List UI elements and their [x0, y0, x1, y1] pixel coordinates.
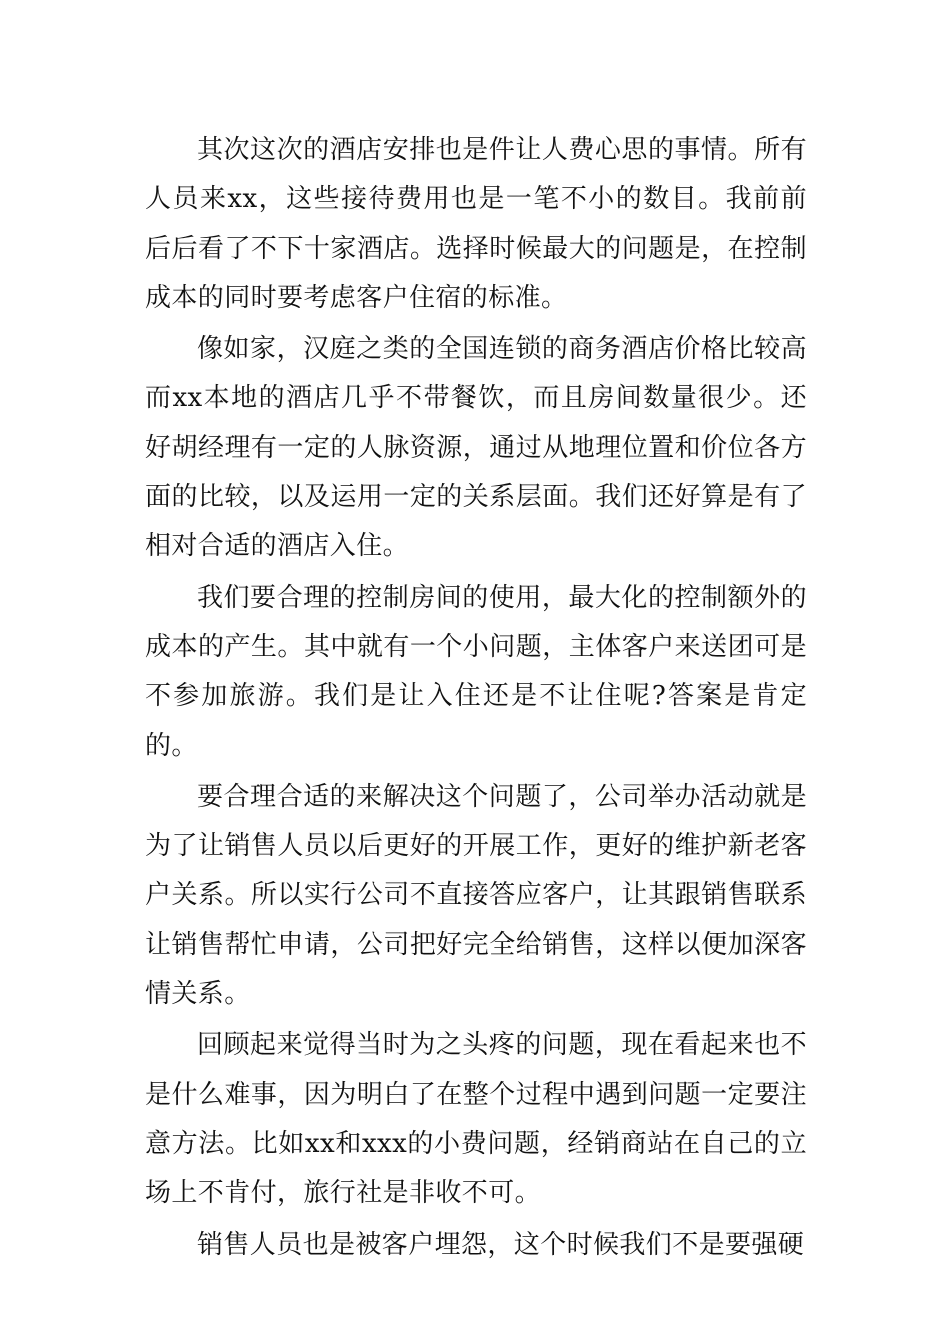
paragraph-6: 销售人员也是被客户埋怨，这个时候我们不是要强硬 — [197, 1229, 805, 1260]
paragraph-5: 回顾起来觉得当时为之头疼的问题，现在看起来也不是什么难事，因为明白了在整个过程中遇到问题一定要注意方法。比如xx和xxx的小费问题，经销商站在自己的立场上不肯付，旅行社是非收不可。 — [145, 1030, 807, 1209]
paragraph-4: 要合理合适的来解决这个问题了，公司举办活动就是为了让销售人员以后更好的开展工作，更好的维护新老客户关系。所以实行公司不直接答应客户，让其跟销售联系让销售帮忙申请，公司把好完全给销售，这样以便加深客情关系。 — [145, 781, 807, 1010]
document-body — [145, 126, 807, 1272]
paragraph-1: 其次这次的酒店安排也是件让人费心思的事情。所有人员来xx，这些接待费用也是一笔不小的数目。我前前后后看了不下十家酒店。选择时候最大的问题是，在控制成本的同时要考虑客户住宿的标准。 — [145, 135, 807, 313]
paragraph-2: 像如家，汉庭之类的全国连锁的商务酒店价格比较高而xx本地的酒店几乎不带餐饮，而且房间数量很少。还好胡经理有一定的人脉资源，通过从地理位置和价位各方面的比较，以及运用一定的关系层面。我们还好算是有了相对合适的酒店入住。 — [145, 334, 807, 562]
paragraph-3: 我们要合理的控制房间的使用，最大化的控制额外的成本的产生。其中就有一个小问题，主体客户来送团可是不参加旅游。我们是让入住还是不让住呢?答案是肯定的。 — [145, 582, 807, 761]
